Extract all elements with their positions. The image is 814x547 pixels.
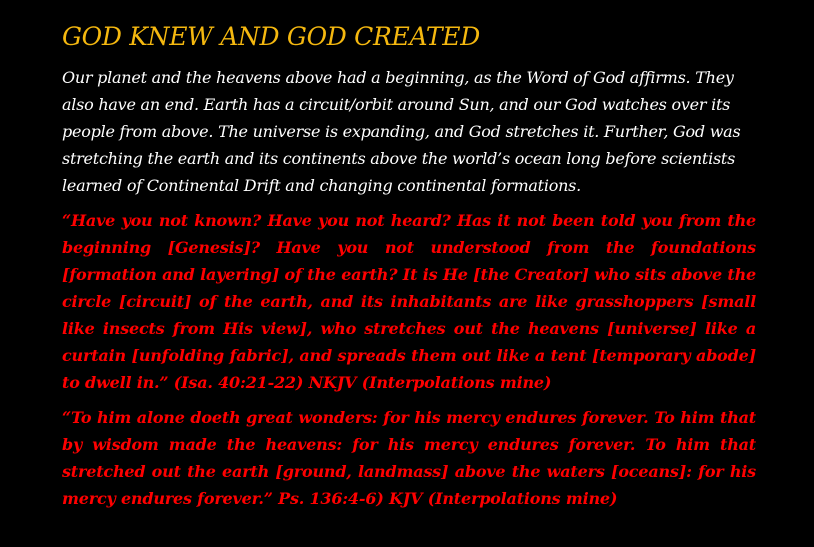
scripture-quote-isaiah: “Have you not known? Have you not heard? Has it not been told you from the beginning [Genesis]? Have you not understood from the foundations [formation and layering] of the earth? It is He [the Creator] who sits above the circle [circuit] of the earth, and its inhabitants are like grasshoppers [small like insects from His view], who stretches out the heavens [universe] like a curtain [unfolding fabric], and spreads them out like a tent [temporary abode] to dwell in.” (Isa. 40:21-22) NKJV (Interpolations mine) (62, 211, 756, 392)
page-title: GOD KNEW AND GOD CREATED (62, 22, 480, 51)
intro-paragraph: Our planet and the heavens above had a beginning, as the Word of God affirms. They also have an end. Earth has a circuit/orbit around Sun, and our God watches over its people from above. The universe is expanding, and God stretches it. Further, God was stretching the earth and its continents above the world’s ocean long before scientists learned of Continental Drift and changing continental formations. (62, 68, 741, 195)
scripture-quote-psalms: “To him alone doeth great wonders: for his mercy endures forever. To him that by wisdom made the heavens: for his mercy endures forever. To him that stretched out the earth [ground, landmass] above the waters [oceans]: for his mercy endures forever.” Ps. 136:4-6) KJV (Interpolations mine) (62, 408, 756, 508)
